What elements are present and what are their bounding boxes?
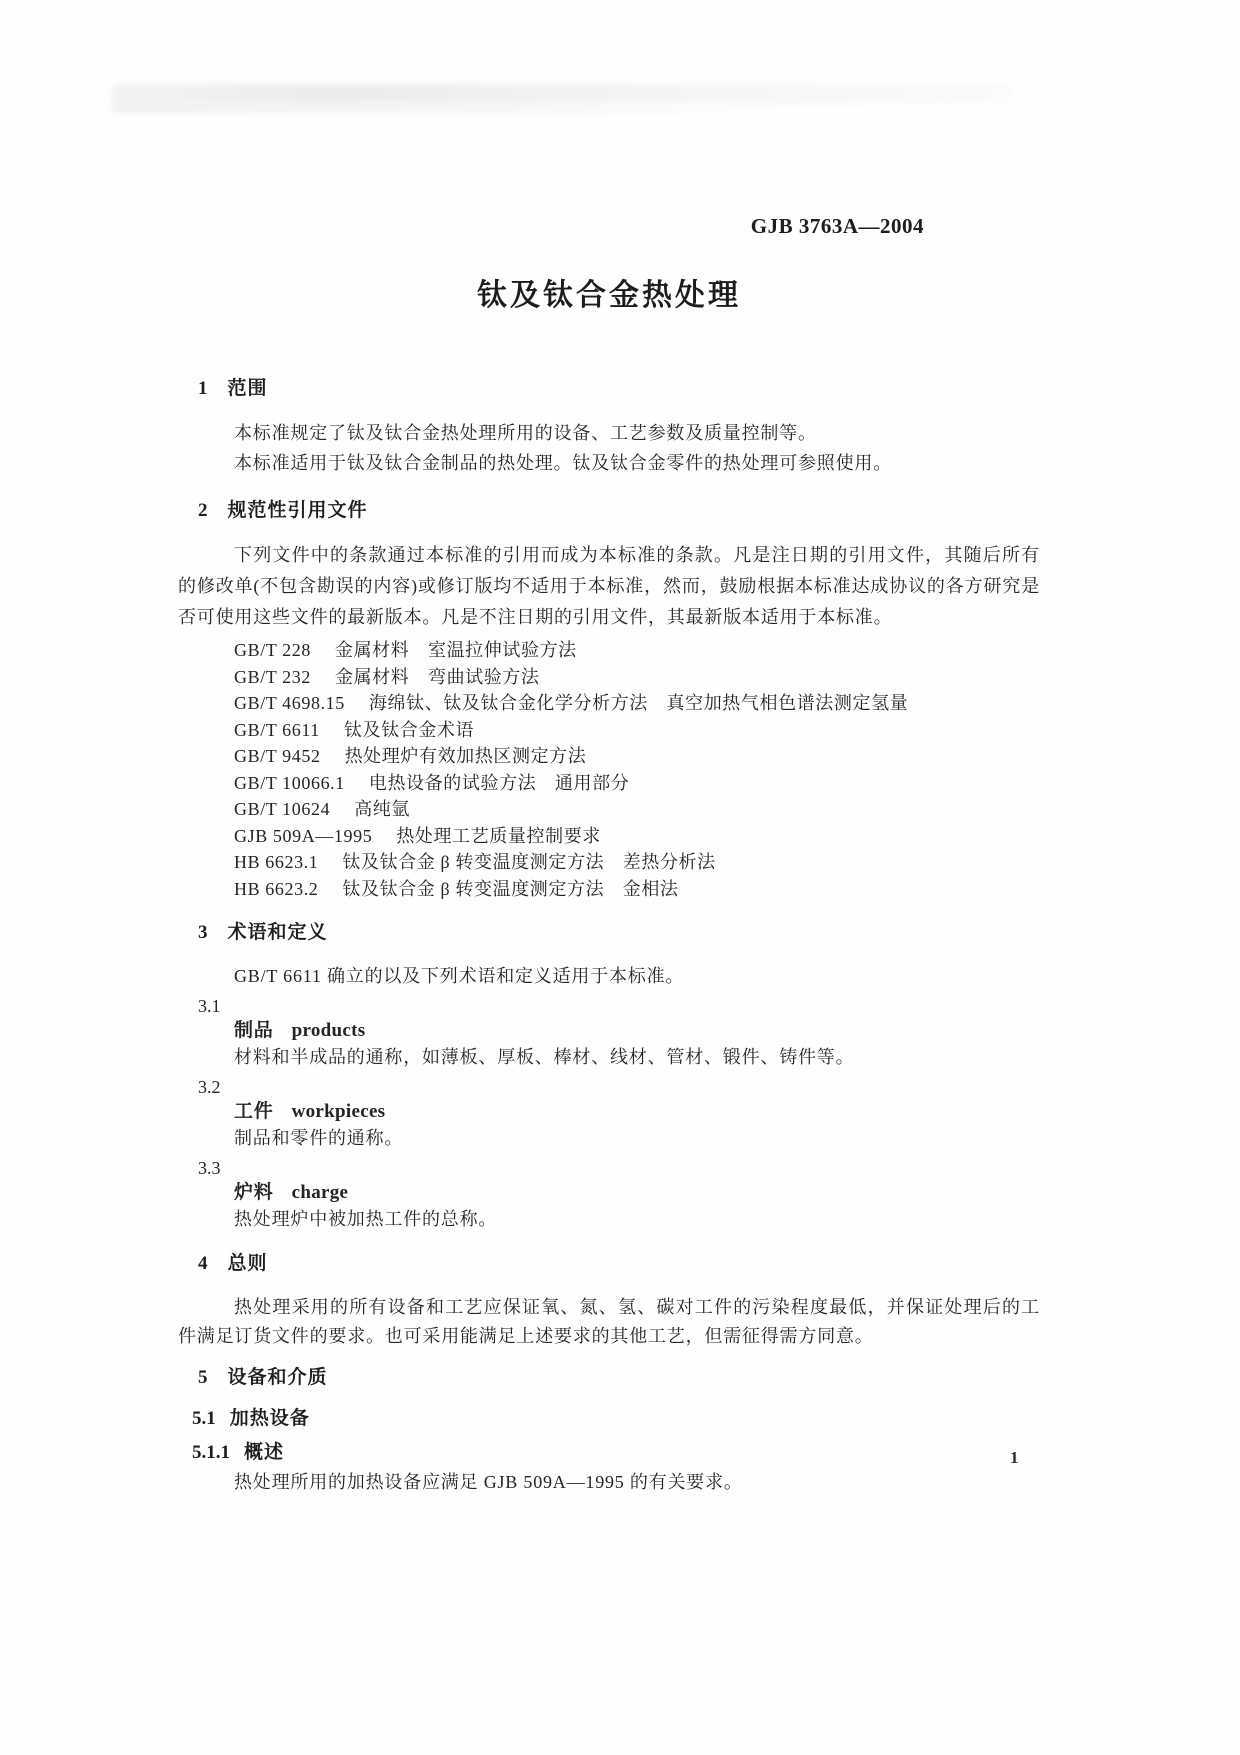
section-3-heading: [198, 920, 1040, 946]
reference-code: GB/T 10066.1: [234, 772, 345, 793]
terms-intro-paragraph: GB/T 6611 确立的以及下列术语和定义适用于本标准。: [234, 966, 685, 986]
section-5-1-1-heading: [192, 1441, 1040, 1465]
reference-code: GB/T 232: [234, 666, 311, 687]
normative-intro-paragraph: 下列文件中的条款通过本标准的引用而成为本标准的条款。凡是注日期的引用文件，其随后所有的修改单(不包含勘误的内容)或修订版均不适用于本标准，然而，鼓励根据本标准达成协议的各方研究是否可使用这些文件的最新版本。凡是不注日期的引用文件，其最新版本适用于本标准。: [178, 545, 1040, 627]
reference-code: GB/T 228: [234, 640, 311, 660]
term-item: [178, 1075, 1040, 1152]
page-number: 1: [1010, 1448, 1019, 1467]
reference-code: GB/T 10624: [234, 799, 331, 819]
section-2-title: 规范性引用文件: [227, 500, 368, 521]
section-4-number: 4: [198, 1253, 208, 1274]
term-definition: 热处理炉中被加热工件的总称。: [234, 1209, 498, 1229]
term-item: [178, 1156, 1040, 1233]
reference-title: 金属材料 弯曲试验方法: [334, 666, 540, 687]
reference-item: [234, 770, 1040, 797]
term-item: [178, 994, 1040, 1071]
term-number: 3.2: [198, 1077, 221, 1097]
reference-title: 电热设备的试验方法 通用部分: [368, 772, 630, 793]
reference-title: 热处理炉有效加热区测定方法: [344, 746, 587, 766]
section-1-title: 范围: [227, 378, 268, 399]
term-name: [234, 1018, 1040, 1044]
term-name: [234, 1099, 1040, 1125]
term-definition: 制品和零件的通称。: [234, 1128, 404, 1148]
reference-item: [234, 690, 1040, 717]
term-name-en: charge: [291, 1182, 349, 1203]
reference-title: 钛及钛合金术语: [343, 719, 475, 740]
reference-item: [234, 823, 1040, 850]
scope-paragraph-2: 本标准适用于钛及钛合金制品的热处理。钛及钛合金零件的热处理可参照使用。: [234, 453, 892, 473]
reference-item: [234, 796, 1040, 823]
section-1-heading: [198, 376, 1040, 402]
term-name-zh: 炉料: [234, 1182, 274, 1203]
section-5-title: 设备和介质: [227, 1367, 328, 1388]
section-5-1-number: 5.1: [192, 1408, 216, 1429]
term-name-en: workpieces: [291, 1101, 386, 1122]
reference-code: HB 6623.2: [234, 878, 319, 899]
section-2-heading: [198, 498, 1040, 524]
section-1-number: 1: [198, 378, 208, 399]
reference-title: 高纯氩: [354, 799, 410, 819]
section-4-heading: [198, 1251, 1040, 1277]
term-name-en: products: [291, 1020, 366, 1041]
reference-item: [234, 743, 1040, 770]
reference-code: HB 6623.1: [234, 852, 319, 872]
term-number: 3.1: [198, 996, 221, 1016]
reference-title: 钛及钛合金 β 转变温度测定方法 差热分析法: [342, 852, 716, 872]
section-2-number: 2: [198, 500, 208, 521]
reference-item: [234, 876, 1040, 903]
reference-item: [234, 664, 1040, 691]
section-3-number: 3: [198, 922, 208, 943]
reference-title: 钛及钛合金 β 转变温度测定方法 金相法: [342, 878, 679, 899]
term-name-zh: 工件: [234, 1101, 274, 1122]
reference-title: 金属材料 室温拉伸试验方法: [334, 640, 577, 660]
document-title: 钛及钛合金热处理: [477, 279, 741, 312]
reference-list: [234, 637, 1040, 902]
reference-title: 海绵钛、钛及钛合金化学分析方法 真空加热气相色谱法测定氢量: [368, 693, 909, 713]
section-5-number: 5: [198, 1367, 208, 1388]
term-name-zh: 制品: [234, 1020, 274, 1041]
term-name: [234, 1180, 1040, 1206]
section-5-1-1-paragraph: 热处理所用的加热设备应满足 GJB 509A—1995 的有关要求。: [234, 1472, 743, 1492]
reference-item: [234, 849, 1040, 876]
reference-item: [234, 637, 1040, 664]
reference-title: 热处理工艺质量控制要求: [396, 825, 601, 846]
reference-code: GB/T 6611: [234, 719, 320, 740]
section-5-1-1-title: 概述: [244, 1442, 285, 1463]
general-rules-paragraph: 热处理采用的所有设备和工艺应保证氧、氮、氢、碳对工件的污染程度最低，并保证处理后的工件满足订货文件的要求。也可采用能满足上述要求的其他工艺，但需征得需方同意。: [178, 1297, 1040, 1346]
scope-paragraph-1: 本标准规定了钛及钛合金热处理所用的设备、工艺参数及质量控制等。: [234, 423, 817, 443]
section-4-title: 总则: [227, 1253, 268, 1274]
term-number: 3.3: [198, 1158, 221, 1178]
document-content: [178, 0, 1040, 1496]
section-5-heading: [198, 1365, 1040, 1391]
reference-code: GB/T 9452: [234, 746, 321, 766]
section-3-title: 术语和定义: [227, 922, 328, 943]
term-definition: 材料和半成品的通称，如薄板、厚板、棒材、线材、管材、锻件、铸件等。: [234, 1047, 855, 1067]
section-5-1-1-number: 5.1.1: [192, 1442, 230, 1463]
section-5-1-heading: [192, 1407, 1040, 1431]
reference-code: GB/T 4698.15: [234, 693, 345, 713]
reference-item: [234, 717, 1040, 744]
standard-code: GJB 3763A—2004: [750, 214, 924, 238]
section-5-1-title: 加热设备: [229, 1408, 310, 1429]
reference-code: GJB 509A—1995: [234, 825, 373, 846]
